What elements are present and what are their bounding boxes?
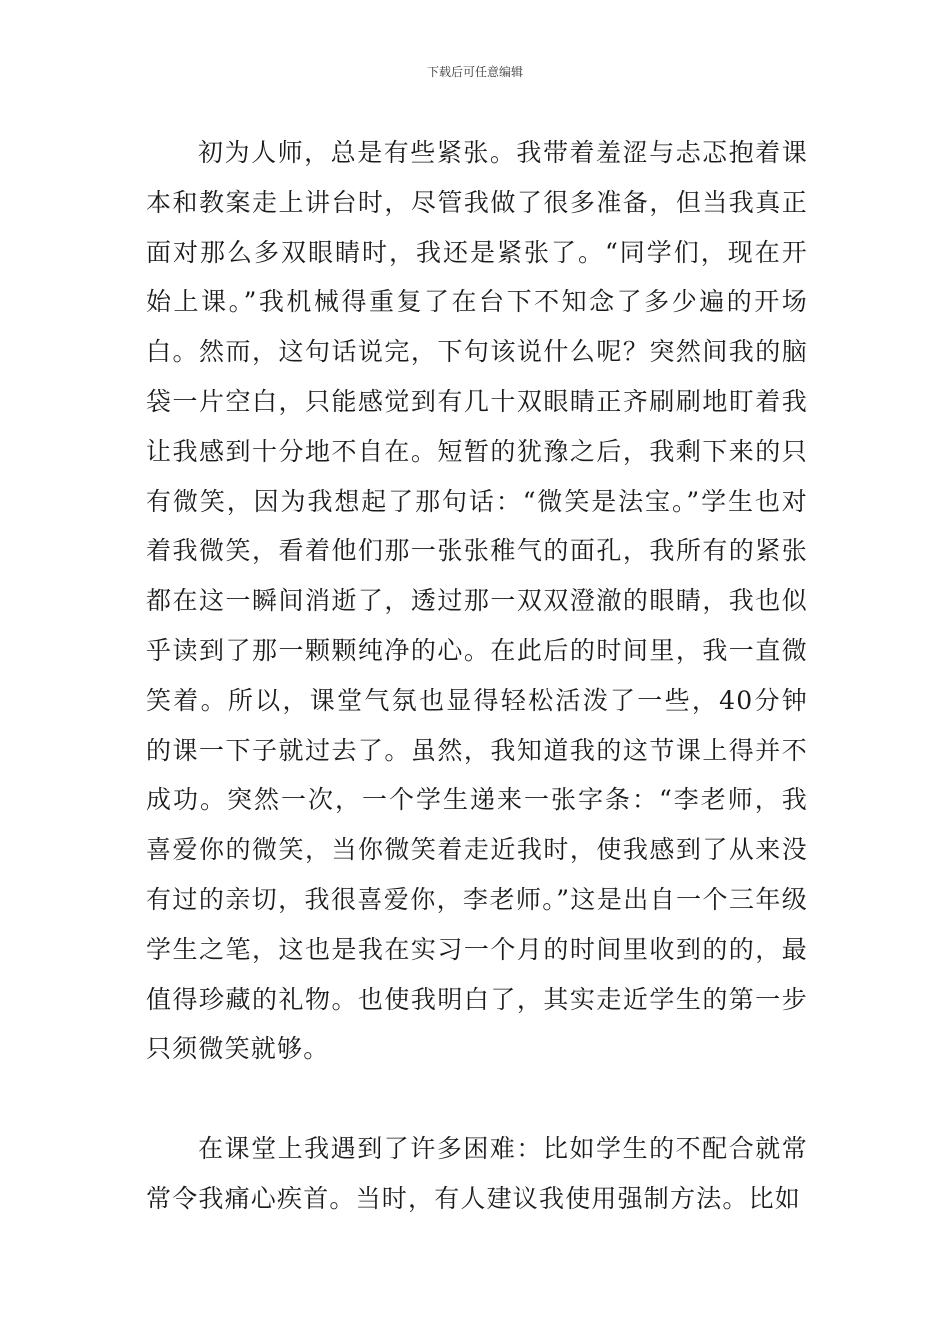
paragraph-1: 初为人师，总是有些紧张。我带着羞涩与忐忑抱着课本和教案走上讲台时，尽管我做了很多准备，但当我真正面对那么多双眼睛时，我还是紧张了。“同学们，现在开始上课。”我机械得重复了在台下不知念了多少遍的开场白。然而，这句话说完，下句该说什么呢？突然间我的脑袋一片空白，只能感觉到有几十双眼睛正齐刷刷地盯着我让我感到十分地不自在。短暂的犹豫之后，我剩下来的只有微笑，因为我想起了那句话：“微笑是法宝。”学生也对着我微笑，看着他们那一张张稚气的面孔，我所有的紧张都在这一瞬间消逝了，透过那一双双澄澈的眼睛，我也似乎读到了那一颗颗纯净的心。在此后的时间里，我一直微笑着。所以，课堂气氛也显得轻松活泼了一些，40分钟的课一下子就过去了。虽然，我知道我的这节课上得并不成功。突然一次，一个学生递来一张字条：“李老师，我喜爱你的微笑，当你微笑着走近我时，使我感到了从来没有过的亲切，我很喜爱你，李老师。”这是出自一个三年级学生之笔，这也是我在实习一个月的时间里收到的的，最值得珍藏的礼物。也使我明白了，其实走近学生的第一步只须微笑就够。 — [146, 138, 808, 1064]
page-header: 下载后可任意编辑 — [426, 65, 523, 79]
document-body — [146, 128, 808, 1224]
paragraph-2: 在课堂上我遇到了许多困难：比如学生的不配合就常常令我痛心疾首。当时，有人建议我使用强制方法。比如 — [146, 1134, 808, 1213]
